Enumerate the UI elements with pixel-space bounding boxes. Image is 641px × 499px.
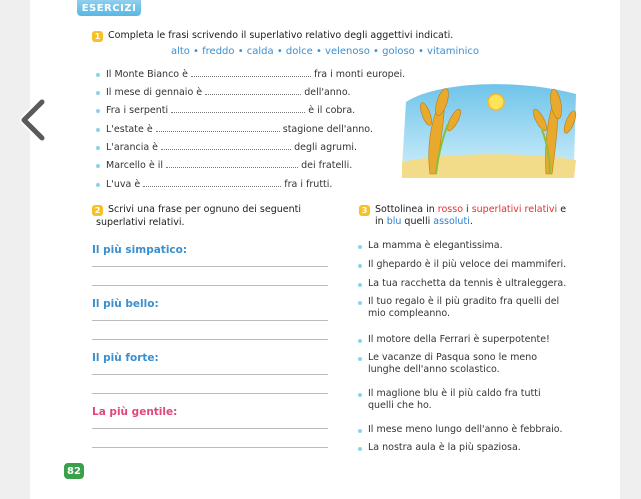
exercise-1-line: L'uva è fra i frutti.	[96, 179, 332, 190]
bullet	[358, 393, 362, 397]
superlative-prompt: Il più simpatico:	[92, 244, 188, 256]
sentence[interactable]: La mamma è elegantissima.	[368, 240, 503, 251]
answer-line[interactable]	[92, 320, 328, 321]
answer-blank[interactable]	[161, 149, 291, 150]
adjective-list: alto • freddo • calda • dolce • velenoso • goloso • vitaminico	[170, 46, 480, 57]
sentence[interactable]: Il ghepardo è il più veloce dei mammiferi.	[368, 259, 567, 270]
exercise-3-badge: 3	[359, 205, 370, 216]
answer-blank[interactable]	[171, 112, 305, 113]
exercise-1-badge: 1	[92, 31, 103, 42]
bullet	[96, 128, 100, 132]
section-header: ESERCIZI	[77, 0, 141, 16]
answer-line[interactable]	[92, 339, 328, 340]
bullet	[358, 447, 362, 451]
answer-blank[interactable]	[156, 131, 280, 132]
bullet	[96, 73, 100, 77]
exercise-1-line: L'arancia è degli agrumi.	[96, 142, 357, 153]
exercise-2-instruction-line2: superlativi relativi.	[96, 217, 185, 228]
answer-line[interactable]	[92, 447, 328, 448]
page-number: 82	[64, 463, 84, 479]
exercise-1-line: Marcello è il dei fratelli.	[96, 160, 352, 171]
exercise-1-instruction: Completa le frasi scrivendo il superlativo relativo degli aggettivi indicati.	[108, 30, 454, 41]
bullet	[96, 91, 100, 95]
answer-line[interactable]	[92, 285, 328, 286]
bullet	[96, 164, 100, 168]
answer-blank[interactable]	[143, 186, 281, 187]
bullet	[358, 357, 362, 361]
exercise-3-instruction: Sottolinea in rosso i superlativi relativi e in blu quelli assoluti.	[375, 204, 567, 227]
bullet	[358, 339, 362, 343]
sentence[interactable]: Il motore della Ferrari è superpotente!	[368, 334, 550, 345]
exercise-2-badge: 2	[92, 205, 103, 216]
bullet	[96, 183, 100, 187]
exercise-1-line: Il Monte Bianco è fra i monti europei.	[96, 69, 405, 80]
answer-line[interactable]	[92, 374, 328, 375]
sentence[interactable]: La nostra aula è la più spaziosa.	[368, 442, 521, 453]
bullet	[358, 245, 362, 249]
answer-blank[interactable]	[166, 167, 298, 168]
answer-line[interactable]	[92, 266, 328, 267]
answer-blank[interactable]	[205, 94, 301, 95]
answer-line[interactable]	[92, 428, 328, 429]
bullet	[358, 283, 362, 287]
sentence[interactable]: Il mese meno lungo dell'anno è febbraio.	[368, 424, 563, 435]
answer-line[interactable]	[92, 393, 328, 394]
exercise-2-instruction-line1: Scrivi una frase per ognuno dei seguenti	[108, 204, 301, 215]
superlative-prompt: Il più forte:	[92, 352, 159, 364]
chevron-left-icon[interactable]	[10, 96, 58, 144]
superlative-prompt: La più gentile:	[92, 406, 178, 418]
sentence[interactable]: Il maglione blu è il più caldo fra tutti quelli che ho.	[368, 388, 541, 411]
bullet	[358, 301, 362, 305]
bullet	[358, 264, 362, 268]
sentence[interactable]: La tua racchetta da tennis è ultraleggera.	[368, 278, 567, 289]
answer-blank[interactable]	[191, 76, 311, 77]
bullet	[96, 109, 100, 113]
sentence[interactable]: Il tuo regalo è il più gradito fra quelli del mio compleanno.	[368, 296, 560, 319]
exercise-1-line: L'estate è stagione dell'anno.	[96, 124, 373, 135]
bullet	[358, 429, 362, 433]
exercise-1-line: Il mese di gennaio è dell'anno.	[96, 87, 350, 98]
exercise-1-line: Fra i serpenti è il cobra.	[96, 105, 355, 116]
wheat-field-illustration	[396, 74, 582, 178]
sentence[interactable]: Le vacanze di Pasqua sono le meno lunghe dell'anno scolastico.	[368, 352, 538, 375]
bullet	[96, 146, 100, 150]
superlative-prompt: Il più bello:	[92, 298, 159, 310]
